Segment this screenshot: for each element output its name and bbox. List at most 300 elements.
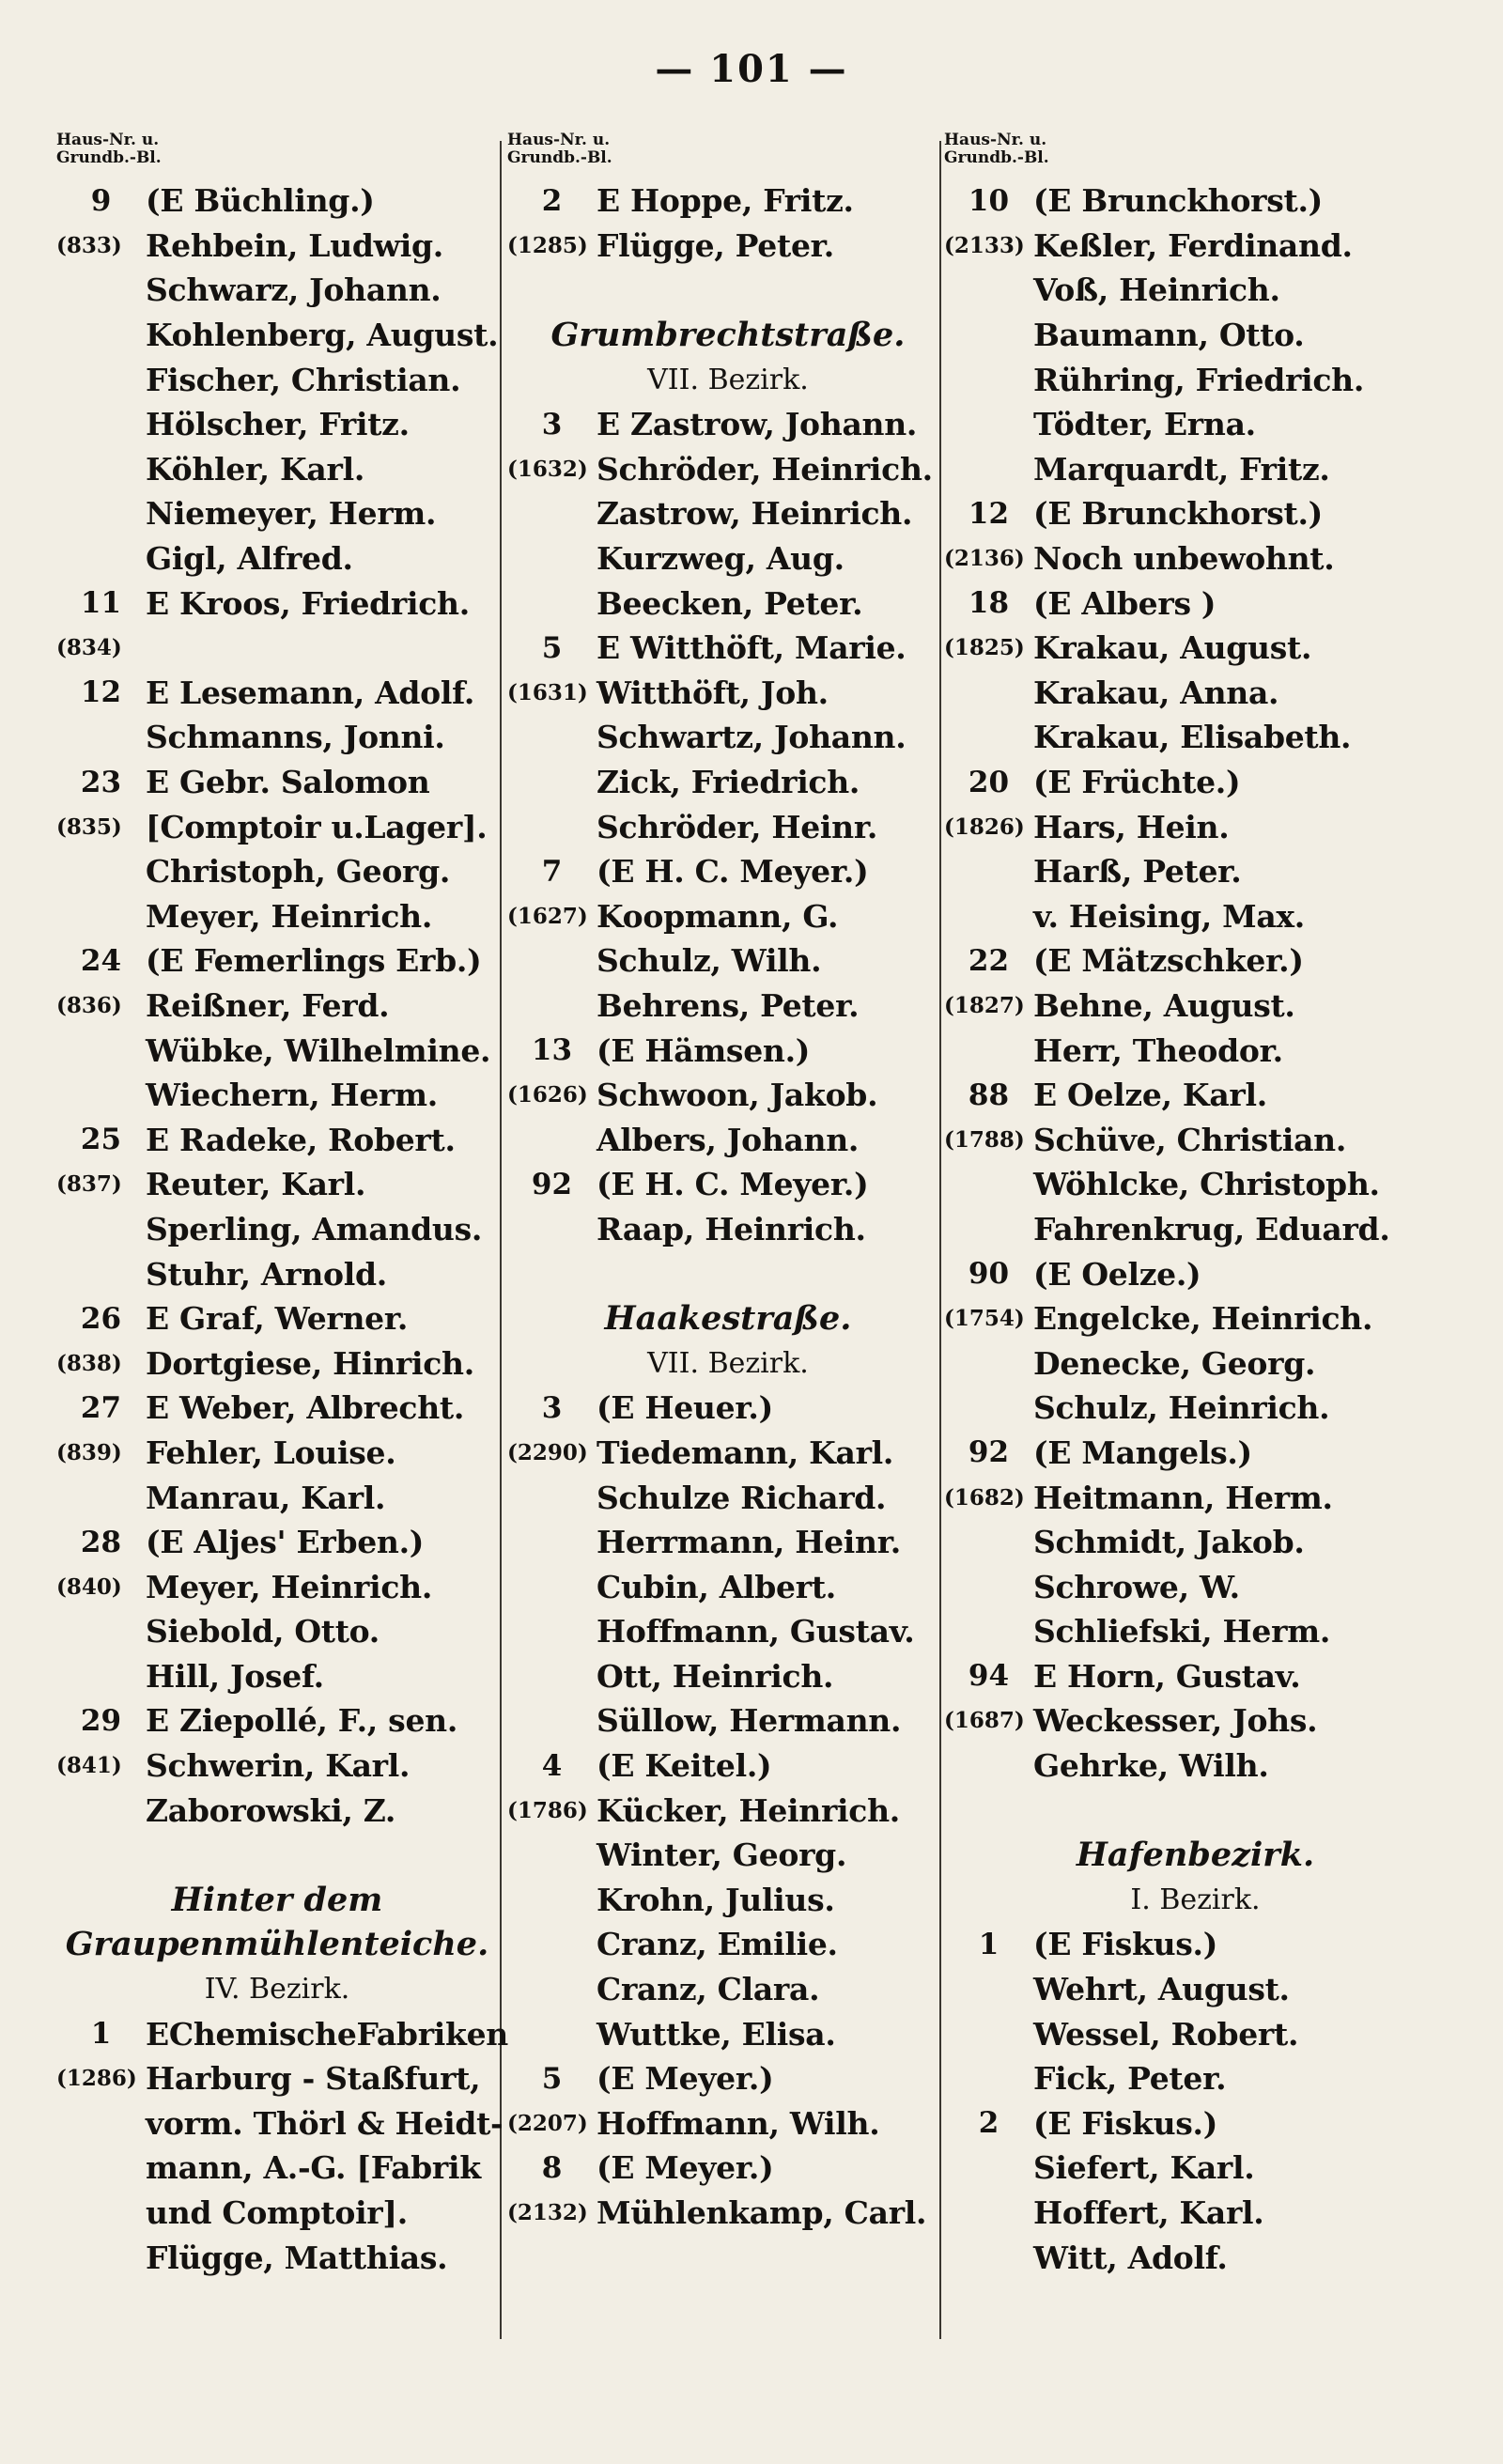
directory-entry: [507, 1743, 949, 1789]
directory-entry: [56, 984, 498, 1029]
house-number: 25: [80, 1123, 122, 1157]
directory-entry: [944, 715, 1447, 760]
directory-entry: [56, 447, 498, 492]
directory-entry: [944, 626, 1447, 671]
resident-name: Sperling, Amandus.: [146, 1210, 483, 1247]
resident-name: Siebold, Otto.: [146, 1613, 380, 1650]
directory-entry: [507, 2191, 949, 2236]
house-number: 27: [80, 1390, 122, 1425]
house-number: 23: [80, 765, 122, 799]
directory-entry: [944, 1117, 1447, 1162]
directory-entry: [56, 581, 498, 626]
resident-name: Flügge, Peter.: [597, 226, 834, 264]
house-number: 22: [968, 943, 1010, 978]
land-register-number: (2290): [507, 1439, 588, 1465]
directory-entry: [507, 626, 949, 671]
resident-name: Herr, Theodor.: [1033, 1031, 1283, 1069]
resident-name: Schmidt, Jakob.: [1033, 1524, 1305, 1561]
resident-name: Köhler, Karl.: [146, 450, 365, 488]
column-header-line-1: Haus-Nr. u.: [507, 131, 611, 149]
directory-entry: [56, 536, 498, 581]
land-register-number: (1687): [944, 1708, 1025, 1734]
column-header-line-1: Haus-Nr. u.: [944, 131, 1047, 149]
house-number: 7: [541, 854, 563, 889]
street-heading: Hafenbezirk.: [1076, 1836, 1315, 1875]
resident-name: Voß, Heinrich.: [1033, 271, 1280, 309]
directory-entry: [56, 1028, 498, 1073]
resident-name: (E Albers ): [1033, 584, 1216, 622]
resident-name: (E Oelze.): [1033, 1255, 1201, 1293]
section-spacer: [507, 268, 949, 313]
directory-entry: [56, 1073, 498, 1118]
directory-entry: [944, 1967, 1447, 2012]
resident-name: Dortgiese, Hinrich.: [146, 1344, 474, 1382]
resident-name: Schwerin, Karl.: [146, 1747, 411, 1785]
resident-name: (E Büchling.): [146, 182, 375, 220]
district-label: IV. Bezirk.: [204, 1973, 350, 2007]
page-number: — 101 —: [655, 47, 848, 91]
directory-entry: [507, 671, 949, 716]
directory-entry: [56, 894, 498, 939]
resident-name: (E Meyer.): [597, 2060, 774, 2098]
resident-name: Meyer, Heinrich.: [146, 897, 433, 935]
resident-name: Kurzweg, Aug.: [597, 540, 844, 578]
resident-name: Heitmann, Herm.: [1033, 1479, 1333, 1516]
directory-entry: [944, 2056, 1447, 2101]
directory-entry: [944, 178, 1447, 224]
directory-entry: [56, 626, 498, 671]
directory-entry: [56, 1520, 498, 1565]
resident-name: Rehbein, Ludwig.: [146, 226, 443, 264]
column-divider: [500, 141, 502, 2339]
column-3: [944, 132, 1447, 2280]
house-number: 8: [541, 2150, 563, 2185]
directory-entry: [56, 849, 498, 894]
house-number: 9: [90, 183, 112, 218]
house-number: 29: [80, 1703, 122, 1738]
directory-entry: [56, 1788, 498, 1833]
resident-name: Stuhr, Arnold.: [146, 1255, 387, 1293]
house-number: 11: [80, 586, 122, 621]
directory-entry: [944, 1296, 1447, 1341]
resident-name: E Zastrow, Johann.: [597, 406, 918, 443]
land-register-number: (840): [56, 1573, 122, 1600]
directory-entry: [507, 984, 949, 1029]
house-number: 3: [541, 407, 563, 442]
resident-name: Krakau, Elisabeth.: [1033, 719, 1352, 756]
directory-entry: [944, 1698, 1447, 1743]
resident-name: Cranz, Clara.: [597, 1971, 820, 2008]
resident-name: Süllow, Hermann.: [597, 1702, 902, 1740]
directory-entry: [56, 1475, 498, 1520]
resident-name: Herrmann, Heinr.: [597, 1524, 901, 1561]
resident-name: Schröder, Heinrich.: [597, 450, 933, 488]
house-number: 2: [541, 183, 563, 218]
directory-entry: [507, 447, 949, 492]
directory-entry: [56, 357, 498, 402]
directory-entry: [507, 1698, 949, 1743]
land-register-number: (1632): [507, 456, 588, 482]
directory-entry: [56, 1296, 498, 1341]
land-register-number: (1788): [944, 1126, 1025, 1153]
land-register-number: (2133): [944, 232, 1025, 258]
resident-name: Wuttke, Elisa.: [597, 2015, 836, 2053]
entry-list: [507, 178, 949, 2235]
resident-name: Niemeyer, Herm.: [146, 495, 437, 533]
resident-name: Baumann, Otto.: [1033, 317, 1305, 354]
directory-entry: [507, 1162, 949, 1207]
district-label: VII. Bezirk.: [647, 1346, 809, 1380]
directory-entry: [56, 2146, 498, 2191]
directory-entry: [507, 1431, 949, 1476]
directory-entry: [944, 1073, 1447, 1118]
land-register-number: (1285): [507, 232, 588, 258]
land-register-number: (1826): [944, 814, 1025, 840]
directory-entry: [944, 804, 1447, 849]
land-register-number: (1786): [507, 1797, 588, 1823]
house-number: 90: [968, 1257, 1010, 1292]
resident-name: v. Heising, Max.: [1033, 897, 1305, 935]
land-register-number: (833): [56, 232, 122, 258]
column-2: [507, 132, 949, 2235]
directory-entry: [56, 178, 498, 224]
resident-name: (E Aljes' Erben.): [146, 1524, 425, 1561]
directory-entry: [507, 894, 949, 939]
resident-name: (E Heuer.): [597, 1389, 773, 1427]
directory-entry: [507, 1922, 949, 1967]
resident-name: Tiedemann, Karl.: [597, 1433, 894, 1471]
resident-name: E Gebr. Salomon: [146, 764, 430, 801]
resident-name: Keßler, Ferdinand.: [1033, 226, 1353, 264]
directory-entry: [507, 224, 949, 269]
land-register-number: (1682): [944, 1484, 1025, 1511]
resident-name: Winter, Georg.: [597, 1836, 847, 1874]
resident-name: (E Früchte.): [1033, 764, 1241, 801]
resident-name: EChemischeFabriken: [146, 2015, 508, 2053]
resident-name: Cubin, Albert.: [597, 1568, 836, 1605]
directory-entry: [944, 1520, 1447, 1565]
directory-entry: [944, 1162, 1447, 1207]
resident-name: Krohn, Julius.: [597, 1881, 835, 1918]
land-register-number: (841): [56, 1753, 122, 1779]
directory-entry: [56, 1564, 498, 1609]
house-number: 10: [968, 183, 1010, 218]
land-register-number: (1631): [507, 679, 588, 705]
directory-entry: [56, 1698, 498, 1743]
resident-name: Gehrke, Wilh.: [1033, 1747, 1269, 1785]
street-heading: Graupenmühlenteiche.: [65, 1925, 489, 1964]
resident-name: Hars, Hein.: [1033, 808, 1230, 845]
directory-entry: [507, 1833, 949, 1878]
street-heading: Hinter dem: [171, 1880, 383, 1919]
directory-entry: [944, 1564, 1447, 1609]
resident-name: Zick, Friedrich.: [597, 764, 860, 801]
district-label: I. Bezirk.: [1130, 1883, 1261, 1916]
directory-entry: [507, 1386, 949, 1431]
resident-name: Wöhlcke, Christoph.: [1033, 1166, 1380, 1203]
directory-entry: [507, 715, 949, 760]
directory-entry: [507, 1654, 949, 1699]
resident-name: Hoffert, Karl.: [1033, 2194, 1264, 2232]
resident-name: Denecke, Georg.: [1033, 1344, 1316, 1382]
directory-entry: [944, 402, 1447, 447]
resident-name: (E Brunckhorst.): [1033, 182, 1323, 220]
land-register-number: (2132): [507, 2200, 588, 2226]
directory-entry: [56, 1162, 498, 1207]
resident-name: Schröder, Heinr.: [597, 808, 878, 845]
resident-name: E Ziepollé, F., sen.: [146, 1702, 458, 1740]
directory-entry: [944, 938, 1447, 984]
directory-entry: [507, 938, 949, 984]
directory-entry: [507, 402, 949, 447]
directory-entry: [944, 1251, 1447, 1296]
house-number: 88: [968, 1077, 1010, 1112]
directory-entry: [944, 268, 1447, 313]
resident-name: und Comptoir].: [146, 2194, 408, 2232]
column-1: [56, 131, 508, 2280]
resident-name: (E Hämsen.): [597, 1031, 811, 1069]
resident-name: Behne, August.: [1033, 986, 1295, 1024]
directory-entry: [944, 357, 1447, 402]
house-number: 4: [541, 1748, 563, 1783]
resident-name: Reißner, Ferd.: [146, 986, 390, 1024]
directory-entry: [507, 1788, 949, 1833]
land-register-number: (836): [56, 992, 122, 1018]
directory-entry: [56, 224, 498, 269]
resident-name: (E Femerlings Erb.): [146, 942, 482, 980]
resident-name: Schwarz, Johann.: [146, 271, 442, 309]
resident-name: E Lesemann, Adolf.: [146, 674, 475, 711]
land-register-number: (1626): [507, 1082, 588, 1108]
resident-name: Mühlenkamp, Carl.: [597, 2194, 927, 2232]
house-number: 28: [80, 1525, 122, 1559]
directory-entry: [944, 1743, 1447, 1789]
resident-name: Harburg - Staßfurt,: [146, 2060, 481, 2098]
house-number: 2: [978, 2106, 999, 2141]
resident-name: (E Mätzschker.): [1033, 942, 1304, 980]
directory-entry: [944, 1654, 1447, 1699]
directory-entry: [56, 1743, 498, 1789]
directory-entry: [507, 2056, 949, 2101]
resident-name: Noch unbewohnt.: [1033, 540, 1335, 578]
resident-name: (E Fiskus.): [1033, 2104, 1218, 2142]
resident-name: E Weber, Albrecht.: [146, 1389, 465, 1427]
resident-name: Cranz, Emilie.: [597, 1926, 838, 1963]
resident-name: Behrens, Peter.: [597, 986, 860, 1024]
house-number: 5: [541, 2061, 563, 2096]
directory-entry: [507, 849, 949, 894]
resident-name: Tödter, Erna.: [1033, 406, 1256, 443]
directory-entry: [507, 1207, 949, 1252]
directory-entry: [944, 2191, 1447, 2236]
directory-entry: [944, 447, 1447, 492]
entry-list: [56, 178, 508, 2280]
directory-entry: [507, 1878, 949, 1923]
resident-name: E Oelze, Karl.: [1033, 1077, 1267, 1114]
house-number: 12: [968, 496, 1010, 531]
resident-name: Witthöft, Joh.: [597, 674, 829, 711]
resident-name: Hoffmann, Wilh.: [597, 2104, 880, 2142]
land-register-number: (2136): [944, 546, 1025, 572]
directory-entry: [944, 1028, 1447, 1073]
directory-entry: [944, 536, 1447, 581]
directory-entry: [56, 1117, 498, 1162]
directory-entry: [507, 178, 949, 224]
directory-entry: [944, 2011, 1447, 2056]
house-number: 1: [978, 1927, 999, 1961]
resident-name: Zaborowski, Z.: [146, 1791, 396, 1829]
directory-entry: [507, 2101, 949, 2146]
house-number: 92: [531, 1167, 573, 1201]
directory-entry: [56, 1386, 498, 1431]
land-register-number: (2207): [507, 2110, 588, 2136]
resident-name: Weckesser, Johs.: [1033, 1702, 1318, 1740]
directory-entry: [56, 2056, 498, 2101]
directory-entry: [507, 1967, 949, 2012]
directory-entry: [507, 1475, 949, 1520]
resident-name: E Hoppe, Fritz.: [597, 182, 854, 220]
resident-name: Fick, Peter.: [1033, 2060, 1227, 2098]
directory-entry: [56, 1207, 498, 1252]
resident-name: Ott, Heinrich.: [597, 1657, 834, 1695]
resident-name: Witt, Adolf.: [1033, 2239, 1228, 2276]
street-heading: Haakestraße.: [604, 1299, 852, 1339]
directory-entry: [507, 1520, 949, 1565]
directory-entry: [944, 2101, 1447, 2146]
resident-name: Wehrt, August.: [1033, 1971, 1290, 2008]
resident-name: Engelcke, Heinrich.: [1033, 1300, 1373, 1338]
resident-name: Fischer, Christian.: [146, 361, 461, 398]
directory-entry: [944, 1475, 1447, 1520]
directory-entry: [944, 224, 1447, 269]
section-spacer: [944, 1788, 1447, 1833]
resident-name: E Horn, Gustav.: [1033, 1657, 1301, 1695]
directory-entry: [56, 402, 498, 447]
column-header-line-2: Grundb.-Bl.: [56, 148, 162, 167]
directory-entry: [944, 581, 1447, 626]
directory-entry: [56, 760, 498, 805]
resident-name: Schulz, Wilh.: [597, 942, 822, 980]
resident-name: Harß, Peter.: [1033, 853, 1242, 891]
directory-entry: [507, 1117, 949, 1162]
directory-entry: [944, 1340, 1447, 1386]
directory-entry: [56, 715, 498, 760]
resident-name: Schwartz, Johann.: [597, 719, 906, 756]
directory-entry: [56, 1609, 498, 1654]
directory-entry: [56, 1251, 498, 1296]
column-header-line-2: Grundb.-Bl.: [507, 148, 612, 167]
resident-name: (E Keitel.): [597, 1747, 772, 1785]
directory-entry: [56, 2191, 498, 2236]
directory-entry: [944, 984, 1447, 1029]
land-register-number: (837): [56, 1171, 122, 1198]
resident-name: Schüve, Christian.: [1033, 1121, 1347, 1158]
land-register-number: (838): [56, 1350, 122, 1376]
resident-name: Kücker, Heinrich.: [597, 1791, 900, 1829]
house-number: 18: [968, 586, 1010, 621]
resident-name: Schulz, Heinrich.: [1033, 1389, 1330, 1427]
directory-entry: [507, 760, 949, 805]
section-spacer: [56, 1833, 498, 1878]
house-number: 20: [968, 765, 1010, 799]
resident-name: Beecken, Peter.: [597, 584, 863, 622]
resident-name: Gigl, Alfred.: [146, 540, 353, 578]
resident-name: Rühring, Friedrich.: [1033, 361, 1365, 398]
resident-name: Schmanns, Jonni.: [146, 719, 445, 756]
section-spacer: [507, 1251, 949, 1296]
resident-name: [Comptoir u.Lager].: [146, 808, 488, 845]
house-number: 13: [531, 1033, 573, 1068]
house-number: 5: [541, 630, 563, 665]
resident-name: Fehler, Louise.: [146, 1433, 396, 1471]
resident-name: Wessel, Robert.: [1033, 2015, 1299, 2053]
resident-name: Raap, Heinrich.: [597, 1210, 866, 1247]
land-register-number: (834): [56, 635, 122, 661]
directory-entry: [507, 1564, 949, 1609]
land-register-number: (1825): [944, 635, 1025, 661]
house-number: 94: [968, 1659, 1010, 1694]
resident-name: Manrau, Karl.: [146, 1479, 386, 1516]
resident-name: Schliefski, Herm.: [1033, 1613, 1331, 1650]
resident-name: (E H. C. Meyer.): [597, 1166, 869, 1203]
resident-name: Wiechern, Herm.: [146, 1077, 438, 1114]
resident-name: Hill, Josef.: [146, 1657, 324, 1695]
directory-entry: [56, 2101, 504, 2146]
resident-name: mann, A.-G. [Fabrik: [146, 2149, 481, 2187]
district-label: VII. Bezirk.: [647, 363, 809, 396]
resident-name: Wübke, Wilhelmine.: [146, 1031, 491, 1069]
directory-entry: [944, 1207, 1447, 1252]
directory-entry: [944, 491, 1447, 536]
directory-entry: [944, 2146, 1447, 2191]
directory-entry: [507, 804, 949, 849]
directory-entry: [56, 1340, 498, 1386]
house-number: 12: [80, 675, 122, 710]
directory-entry: [944, 894, 1447, 939]
directory-entry: [507, 2011, 949, 2056]
resident-name: Krakau, Anna.: [1033, 674, 1279, 711]
directory-entry: [56, 1431, 498, 1476]
directory-entry: [56, 313, 498, 358]
directory-entry: [56, 2235, 498, 2280]
directory-entry: [507, 491, 949, 536]
entry-list: [944, 178, 1447, 2280]
land-register-number: (1754): [944, 1306, 1025, 1332]
directory-entry: [944, 313, 1447, 358]
directory-entry: [56, 1654, 498, 1699]
directory-entry: [507, 1609, 949, 1654]
resident-name: Fahrenkrug, Eduard.: [1033, 1210, 1390, 1247]
resident-name: E Graf, Werner.: [146, 1300, 409, 1338]
resident-name: Hölscher, Fritz.: [146, 406, 410, 443]
resident-name: Albers, Johann.: [597, 1121, 860, 1158]
directory-entry: [944, 1386, 1447, 1431]
resident-name: Meyer, Heinrich.: [146, 1568, 433, 1605]
directory-entry: [56, 804, 498, 849]
directory-entry: [944, 2235, 1447, 2280]
directory-entry: [56, 268, 498, 313]
resident-name: Schrowe, W.: [1033, 1568, 1240, 1605]
column-header-line-1: Haus-Nr. u.: [56, 131, 160, 149]
directory-entry: [944, 671, 1447, 716]
land-register-number: (1286): [56, 2066, 137, 2092]
resident-name: vorm. Thörl & Heidt-: [146, 2104, 504, 2142]
street-heading: Grumbrechtstraße.: [550, 316, 906, 355]
resident-name: (E Meyer.): [597, 2149, 774, 2187]
house-number: 92: [968, 1435, 1010, 1470]
resident-name: (E Fiskus.): [1033, 1926, 1218, 1963]
resident-name: Schwoon, Jakob.: [597, 1077, 878, 1114]
